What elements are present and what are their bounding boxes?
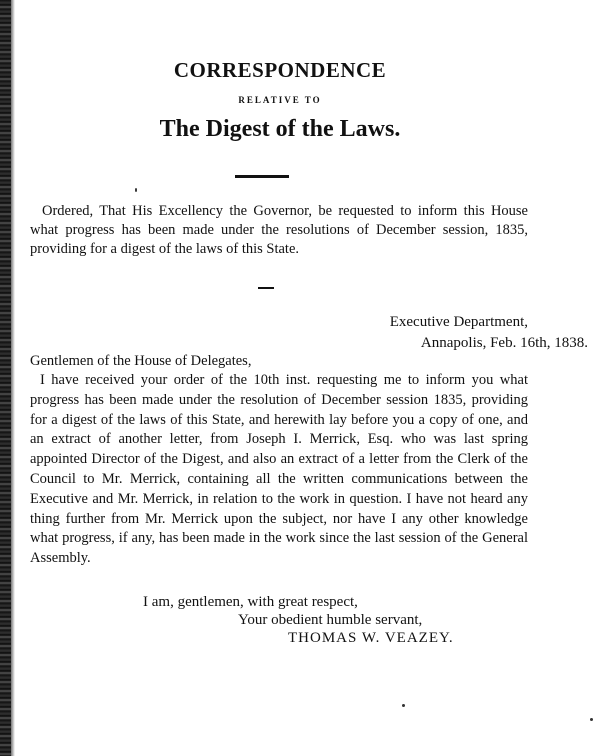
letter-body: I have received your order of the 10th inst. requesting me to inform you what progress has been made under the resolution of December session 1835, providing for a digest of the laws of this State, and herewith lay before you a copy of one, and an extract of another letter, from Joseph I. Merrick, Esq. who was last spring appointed Director of the Digest, and also an extract of a letter from the Clerk of the Council to Mr. Merrick, containing all the written communications between the Executive and Mr. Merrick, in relation to the work in question. I have not heard any thing further from Mr. Merrick upon the subject, nor have I any other knowledge what progress, if any, has been made in the work since the last session of the General Assembly. [30,372,528,567]
book-binding-edge [0,0,11,756]
document-title: CORRESPONDENCE [173,58,387,82]
place-date-line: Annapolis, Feb. 16th, 1838. [420,335,588,351]
department-line: Executive Department, [389,314,528,330]
salutation: Gentlemen of the House of Delegates, [30,353,252,369]
binding-shadow [11,0,15,756]
document-subtitle: RELATIVE TO [238,95,322,105]
signature: THOMAS W. VEAZEY. [288,630,454,646]
divider-rule [235,175,289,178]
document-page [30,0,590,756]
order-paragraph: Ordered, That His Excellency the Governor, be requested to inform this House what progress has been made under the resolutions of December session, 1835, providing for a digest of the laws of this State. [30,203,528,257]
closing-line-2: Your obedient humble servant, [238,612,423,628]
short-divider-rule [258,287,274,289]
closing-line-1: I am, gentlemen, with great respect, [143,594,358,610]
letter-header [128,312,588,354]
document-heading: The Digest of the Laws. [159,116,401,142]
